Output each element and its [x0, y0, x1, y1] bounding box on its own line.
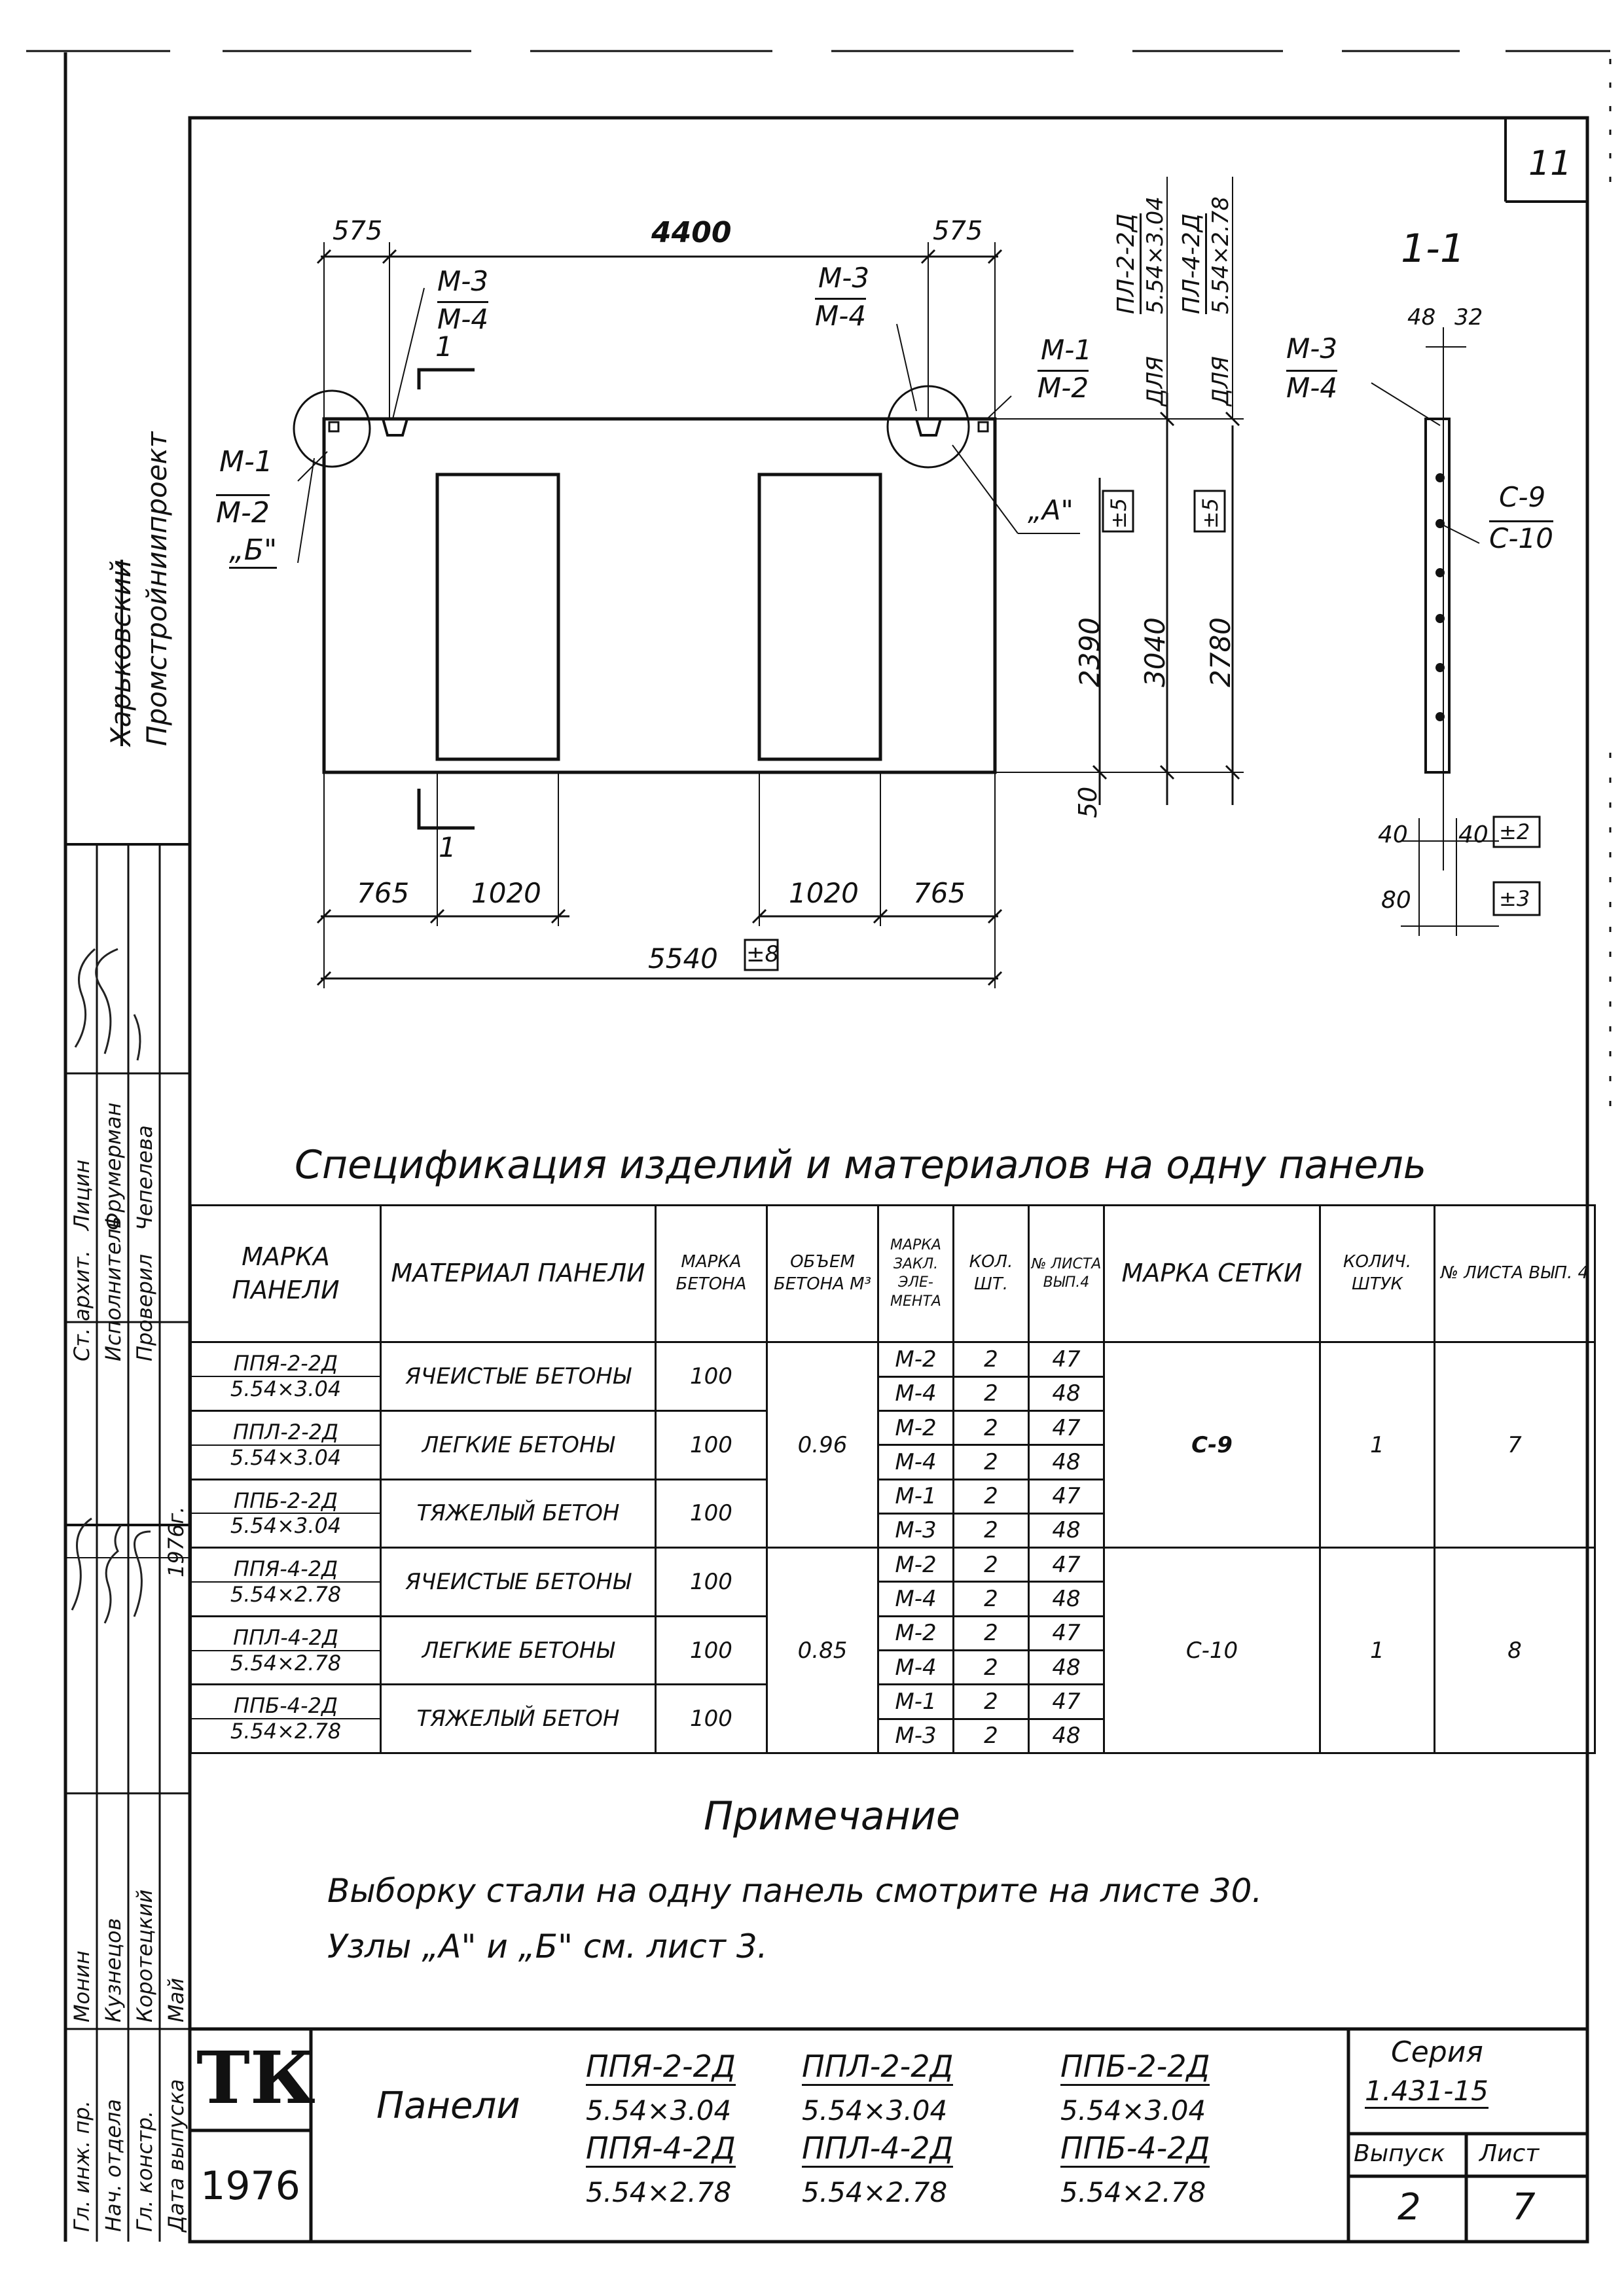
stamp-org-2: Промстройниипроект — [141, 431, 173, 746]
row4-material: ЛЕГКИЕ БЕТОНЫ — [381, 1616, 656, 1685]
panel-2-bottom: 5.54×3.04 — [802, 2094, 948, 2126]
row5-list-1: 47 — [1029, 1685, 1104, 1719]
group2-list: 8 — [1435, 1548, 1595, 1753]
group1-volume: 0.96 — [767, 1342, 878, 1548]
panel-1-top: ППЯ-2-2Д — [586, 2049, 736, 2086]
row3-list-2: 48 — [1029, 1582, 1104, 1616]
row1-qty-2: 2 — [954, 1445, 1029, 1479]
row0-mark-top: ППЯ-2-2Д — [192, 1352, 380, 1377]
tolerance-5-b: ±5 — [1198, 497, 1223, 529]
stamp-role-3: Гл. констр. — [132, 2110, 157, 2232]
row4-qty-1: 2 — [954, 1616, 1029, 1650]
panel-2-top: ППЛ-2-2Д — [802, 2049, 953, 2086]
row4-mark-top: ППЛ-4-2Д — [192, 1626, 380, 1651]
stamp-name-6: Фрумерман — [101, 1102, 126, 1230]
panel-6-top: ППБ-4-2Д — [1060, 2130, 1210, 2168]
header-list-no: № ЛИСТА ВЫП.4 — [1029, 1206, 1104, 1342]
row0-el-1: М-2 — [878, 1342, 954, 1376]
logo-tk: ТК — [196, 2036, 316, 2120]
row2-beton: 100 — [656, 1479, 767, 1548]
section-dim-48: 48 — [1407, 304, 1436, 331]
row0-mark-bottom: 5.54×3.04 — [230, 1376, 342, 1402]
panel-5-top: ППЛ-4-2Д — [802, 2130, 953, 2168]
note-size-278: 5.54×2.78 — [1208, 196, 1234, 314]
section-label-m4: М-4 — [1286, 370, 1337, 404]
header-beton-mark: МАРКА БЕТОНА — [656, 1206, 767, 1342]
dim-bottom-3: 1020 — [789, 877, 859, 909]
stamp-org-1: Харьковский — [105, 560, 137, 746]
sheet-number: 11 — [1528, 144, 1572, 183]
section-dim-80: 80 — [1381, 887, 1411, 914]
row3-el-2: М-4 — [878, 1582, 954, 1616]
note-for-2: ДЛЯ — [1208, 356, 1234, 406]
panels-label: Панели — [376, 2085, 520, 2127]
label-m1-left: М-1 — [219, 445, 273, 478]
row1-material: ЛЕГКИЕ БЕТОНЫ — [381, 1410, 656, 1479]
stamp-name-4: Май — [164, 1977, 189, 2022]
panel-4-top: ППЯ-4-2Д — [586, 2130, 736, 2168]
section-label-c9: С-9 — [1499, 481, 1546, 513]
row1-mark-top: ППЛ-2-2Д — [192, 1420, 380, 1446]
label-m2-right: М-2 — [1038, 370, 1089, 404]
dim-top-left: 575 — [333, 216, 383, 246]
row5-el-2: М-3 — [878, 1719, 954, 1753]
row2-qty-2: 2 — [954, 1513, 1029, 1547]
group2-count: 1 — [1320, 1548, 1435, 1753]
note-line-2: Узлы „А" и „Б" см. лист 3. — [327, 1928, 768, 1965]
row0-el-2: М-4 — [878, 1376, 954, 1410]
panel-3-bottom: 5.54×3.04 — [1060, 2094, 1206, 2126]
row1-qty-1: 2 — [954, 1410, 1029, 1444]
row1-el-2: М-4 — [878, 1445, 954, 1479]
row1-list-2: 48 — [1029, 1445, 1104, 1479]
row5-qty-2: 2 — [954, 1719, 1029, 1753]
list-label: Лист — [1479, 2140, 1540, 2167]
vypusk-value: 2 — [1398, 2186, 1421, 2229]
header-panel-mark: МАРКА ПАНЕЛИ — [191, 1206, 381, 1342]
panel-1-bottom: 5.54×3.04 — [586, 2094, 732, 2126]
row4-list-2: 48 — [1029, 1651, 1104, 1685]
section-tolerance-3: ±3 — [1499, 886, 1530, 911]
row0-list-2: 48 — [1029, 1376, 1104, 1410]
section-label-m3: М-3 — [1286, 332, 1338, 365]
row3-material: ЯЧЕИСТЫЕ БЕТОНЫ — [381, 1548, 656, 1617]
label-m4-left: М-4 — [437, 301, 488, 335]
row3-beton: 100 — [656, 1548, 767, 1617]
row3-qty-2: 2 — [954, 1582, 1029, 1616]
row4-el-2: М-4 — [878, 1651, 954, 1685]
series-value: 1.431-15 — [1365, 2075, 1489, 2109]
stamp-role-7: Проверил — [132, 1253, 157, 1361]
header-count: КОЛИЧ. ШТУК — [1320, 1206, 1435, 1342]
dim-height-2780: 2780 — [1204, 617, 1236, 687]
cut-mark-bottom: 1 — [439, 831, 456, 863]
row2-list-1: 47 — [1029, 1479, 1104, 1513]
group2-volume: 0.85 — [767, 1548, 878, 1753]
label-m2-left: М-2 — [216, 494, 270, 529]
row0-beton: 100 — [656, 1342, 767, 1411]
label-m1-right: М-1 — [1041, 334, 1092, 366]
stamp-role-2: Нач. отдела — [101, 2098, 126, 2232]
stamp-name-7: Чепелева — [132, 1125, 157, 1230]
row5-beton: 100 — [656, 1685, 767, 1753]
row2-el-1: М-1 — [878, 1479, 954, 1513]
row5-mark-top: ППБ-4-2Д — [192, 1694, 380, 1719]
panel-3-top: ППБ-2-2Д — [1060, 2049, 1210, 2086]
stamp-name-1: Монин — [69, 1950, 94, 2022]
note-line-1: Выборку стали на одну панель смотрите на листе 30. — [327, 1872, 1263, 1910]
panel-5-bottom: 5.54×2.78 — [802, 2176, 948, 2208]
stamp-name-5: Лицин — [69, 1159, 94, 1230]
header-beton-volume: ОБЪЕМ БЕТОНА М³ — [767, 1206, 878, 1342]
row4-el-1: М-2 — [878, 1616, 954, 1650]
row4-list-1: 47 — [1029, 1616, 1104, 1650]
row0-material: ЯЧЕИСТЫЕ БЕТОНЫ — [381, 1342, 656, 1411]
dim-height-2390: 2390 — [1074, 617, 1106, 687]
row2-el-2: М-3 — [878, 1513, 954, 1547]
header-panel-material: МАТЕРИАЛ ПАНЕЛИ — [381, 1206, 656, 1342]
row3-mark-bottom: 5.54×2.78 — [230, 1581, 342, 1607]
group1-count: 1 — [1320, 1342, 1435, 1548]
label-node-a: „А" — [1028, 494, 1074, 526]
dim-top-right: 575 — [933, 216, 983, 246]
section-tolerance-2: ±2 — [1499, 819, 1530, 844]
dim-top-middle: 4400 — [651, 216, 732, 249]
cut-mark-top: 1 — [435, 331, 453, 363]
section-title: 1-1 — [1401, 226, 1465, 272]
row0-list-1: 47 — [1029, 1342, 1104, 1376]
row5-list-2: 48 — [1029, 1719, 1104, 1753]
group2-setka: С-10 — [1104, 1548, 1320, 1753]
dim-height-3040: 3040 — [1139, 617, 1171, 687]
note-pl-4-2d: ПЛ-4-2Д — [1178, 213, 1207, 314]
row2-material: ТЯЖЕЛЫЙ БЕТОН — [381, 1479, 656, 1548]
label-m4-right: М-4 — [815, 298, 866, 332]
row2-mark-top: ППБ-2-2Д — [192, 1489, 380, 1515]
section-dim-32: 32 — [1454, 304, 1483, 331]
section-dim-40-left: 40 — [1378, 821, 1408, 848]
stamp-name-2: Кузнецов — [101, 1918, 126, 2022]
row1-mark-bottom: 5.54×3.04 — [230, 1444, 342, 1470]
list-value: 7 — [1512, 2186, 1536, 2229]
section-label-c10: С-10 — [1489, 520, 1553, 554]
header-list-no-2: № ЛИСТА ВЫП. 4 — [1435, 1206, 1595, 1342]
spec-title: Спецификация изделий и материалов на одну панель — [295, 1142, 1427, 1188]
header-element-mark: МАРКА ЗАКЛ. ЭЛЕ-МЕНТА — [878, 1206, 954, 1342]
stamp-role-6: Исполнитель — [101, 1216, 126, 1361]
panel-6-bottom: 5.54×2.78 — [1060, 2176, 1206, 2208]
stamp-role-1: Гл. инж. пр. — [69, 2100, 94, 2232]
stamp-name-3: Коротецкий — [132, 1889, 157, 2022]
row5-material: ТЯЖЕЛЫЙ БЕТОН — [381, 1685, 656, 1753]
row4-mark-bottom: 5.54×2.78 — [230, 1650, 342, 1676]
title-year: 1976 — [200, 2163, 300, 2209]
label-m3-right: М-3 — [818, 262, 870, 294]
section-dim-40-right: 40 — [1458, 821, 1489, 848]
stamp-role-5: Ст. архит. — [69, 1250, 94, 1361]
row5-qty-1: 2 — [954, 1685, 1029, 1719]
group1-setka: С-9 — [1104, 1342, 1320, 1548]
stamp-year: 1976г. — [164, 1506, 189, 1577]
dim-bottom-1: 765 — [357, 877, 410, 909]
row0-qty-1: 2 — [954, 1342, 1029, 1376]
dim-bottom-4: 765 — [913, 877, 966, 909]
row3-el-1: М-2 — [878, 1548, 954, 1582]
dim-bottom-total: 5540 — [648, 942, 718, 975]
vypusk-label: Выпуск — [1354, 2140, 1445, 2167]
note-title: Примечание — [704, 1793, 960, 1839]
group1-list: 7 — [1435, 1342, 1595, 1548]
row0-qty-2: 2 — [954, 1376, 1029, 1410]
row3-list-1: 47 — [1029, 1548, 1104, 1582]
dim-base-50: 50 — [1074, 786, 1102, 818]
note-for-1: ДЛЯ — [1142, 356, 1168, 406]
series-label: Серия — [1391, 2036, 1483, 2069]
row3-mark-top: ППЯ-4-2Д — [192, 1557, 380, 1583]
row2-list-2: 48 — [1029, 1513, 1104, 1547]
row4-beton: 100 — [656, 1616, 767, 1685]
row1-list-1: 47 — [1029, 1410, 1104, 1444]
row1-beton: 100 — [656, 1410, 767, 1479]
header-qty: КОЛ. ШТ. — [954, 1206, 1029, 1342]
panel-4-bottom: 5.54×2.78 — [586, 2176, 732, 2208]
note-size-304: 5.54×3.04 — [1142, 196, 1168, 314]
header-setka-mark: МАРКА СЕТКИ — [1104, 1206, 1320, 1342]
row3-qty-1: 2 — [954, 1548, 1029, 1582]
row5-mark-bottom: 5.54×2.78 — [230, 1719, 342, 1744]
label-node-b: „Б" — [229, 533, 277, 569]
stamp-role-4: Дата выпуска — [164, 2079, 189, 2232]
tolerance-5-a: ±5 — [1106, 497, 1131, 529]
row2-qty-1: 2 — [954, 1479, 1029, 1513]
row5-el-1: М-1 — [878, 1685, 954, 1719]
note-pl-2-2d: ПЛ-2-2Д — [1113, 213, 1142, 314]
label-m3-left: М-3 — [437, 265, 489, 297]
row1-el-1: М-2 — [878, 1410, 954, 1444]
row2-mark-bottom: 5.54×3.04 — [230, 1513, 342, 1539]
dim-bottom-2: 1020 — [471, 877, 541, 909]
dim-bottom-total-tolerance: ±8 — [746, 941, 780, 967]
row4-qty-2: 2 — [954, 1651, 1029, 1685]
